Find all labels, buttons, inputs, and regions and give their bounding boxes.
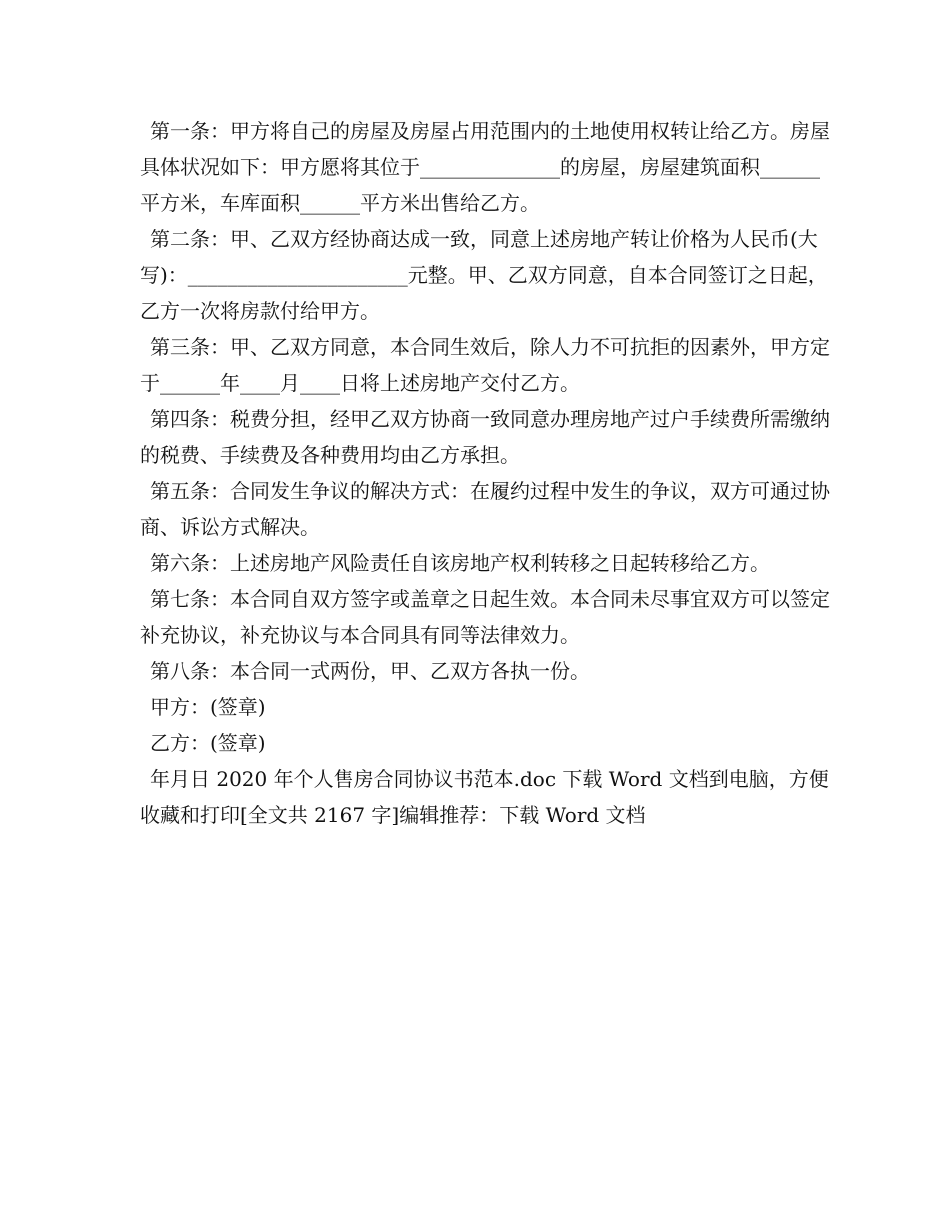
article-1: 第一条：甲方将自己的房屋及房屋占用范围内的土地使用权转让给乙方。房屋具体状况如下：甲方愿将其位于______________的房屋，房屋建筑面积______平方米，车库面积______平方米出售给乙方。 bbox=[140, 119, 830, 215]
article-6: 第六条：上述房地产风险责任自该房地产权利转移之日起转移给乙方。 bbox=[150, 551, 770, 575]
party-b-signature-line: 乙方：(签章) bbox=[150, 731, 266, 755]
article-3: 第三条：甲、乙双方同意，本合同生效后，除人力不可抗拒的因素外，甲方定于______年____月____日将上述房地产交付乙方。 bbox=[140, 335, 830, 395]
article-8: 第八条：本合同一式两份，甲、乙双方各执一份。 bbox=[150, 659, 590, 683]
party-a-signature-line: 甲方：(签章) bbox=[150, 695, 266, 719]
article-5: 第五条：合同发生争议的解决方式：在履约过程中发生的争议，双方可通过协商、诉讼方式解决。 bbox=[140, 479, 830, 539]
article-7: 第七条：本合同自双方签字或盖章之日起生效。本合同未尽事宜双方可以签定补充协议，补充协议与本合同具有同等法律效力。 bbox=[140, 587, 830, 647]
footer-note: 年月日 2020 年个人售房合同协议书范本.doc 下载 Word 文档到电脑，方便收藏和打印[全文共 2167 字]编辑推荐：下载 Word 文档 bbox=[140, 767, 829, 827]
document-body bbox=[140, 113, 830, 833]
article-2: 第二条：甲、乙双方经协商达成一致，同意上述房地产转让价格为人民币(大写)：______________________元整。甲、乙双方同意，自本合同签订之日起，乙方一次将房款付给甲方。 bbox=[140, 227, 828, 323]
article-4: 第四条：税费分担，经甲乙双方协商一致同意办理房地产过户手续费所需缴纳的税费、手续费及各种费用均由乙方承担。 bbox=[140, 407, 830, 467]
